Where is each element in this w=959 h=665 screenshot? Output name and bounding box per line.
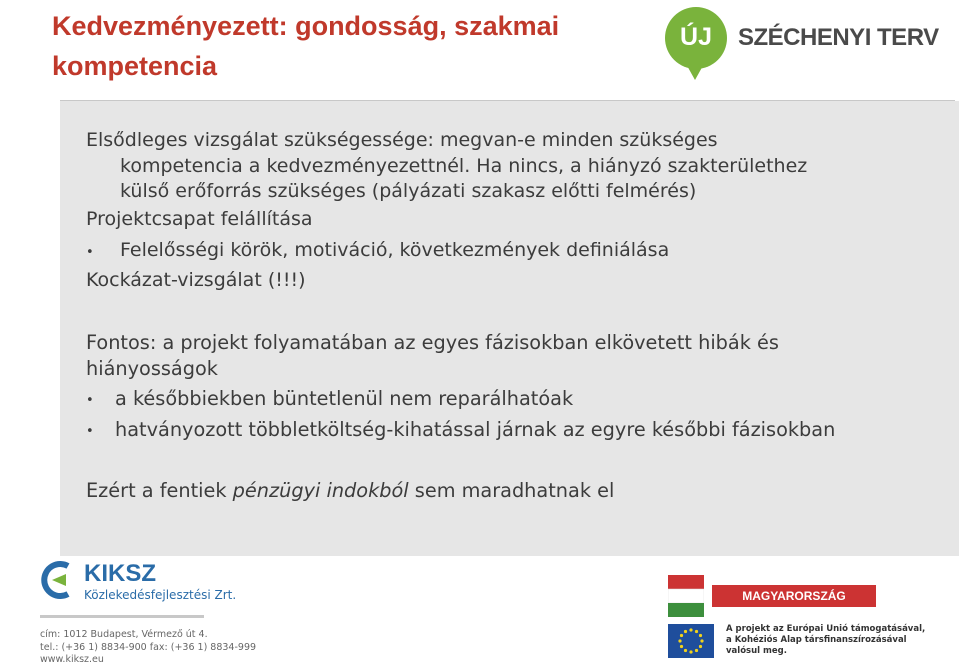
bullet-icon: • [86, 245, 94, 260]
p5-text [86, 479, 614, 502]
uj-badge-text: ÚJ [680, 23, 712, 51]
badge-pointer-icon [685, 62, 705, 80]
slide-title-line2: kompetencia [52, 51, 218, 81]
szechenyi-terv-text: SZÉCHENYI TERV [738, 24, 939, 51]
kiksz-subtitle: Közlekedésfejlesztési Zrt. [84, 588, 237, 602]
slide-title [52, 6, 612, 86]
bullet-icon: • [86, 424, 94, 439]
p4-bullet1: a későbbiekben büntetlenül nem reparálhatóak [115, 387, 574, 410]
uj-badge-icon [665, 7, 727, 69]
szechenyi-terv-logo [662, 2, 952, 84]
p4-line2: hiányosságok [86, 357, 218, 380]
eu-line2: a Kohéziós Alap társfinanszírozásával [726, 635, 907, 645]
p5-suffix: sem maradhatnak el [408, 479, 615, 502]
p1-line1: Elsődleges vizsgálat szükségessége: megvan-e minden szükséges [86, 129, 718, 151]
eu-flag-icon [668, 624, 714, 658]
p5-prefix: Ezért a fentiek [86, 479, 233, 502]
address-bar [40, 615, 204, 618]
p1-line3: külső erőforrás szükséges (pályázati szakasz előtti felmérés) [120, 180, 697, 202]
p1-line2: kompetencia a kedvezményezettnél. Ha nincs, a hiányzó szakterülethez [120, 155, 808, 177]
eu-line1: A projekt az Európai Unió támogatásával, [726, 624, 926, 634]
p2-bullet1: Felelősségi körök, motiváció, következmények definiálása [120, 239, 670, 261]
eu-funding-text [726, 624, 925, 657]
slide-title-line1: Kedvezményezett: gondosság, szakmai [52, 11, 560, 41]
mm-banner-text: MAGYARORSZÁG MEGÚJUL [712, 585, 876, 607]
kiksz-footer [38, 558, 258, 665]
eu-line3: valósul meg. [726, 646, 787, 656]
kiksz-name: KIKSZ [84, 560, 156, 587]
magyarorszag-megujul-logo [668, 575, 878, 625]
p5-italic: pénzügyi indokból [232, 479, 409, 502]
p3-text: Kockázat-vizsgálat (!!!) [86, 269, 306, 291]
hungarian-flag-icon [668, 575, 704, 617]
kiksz-address: cím: 1012 Budapest, Vérmező út 4. [40, 629, 208, 640]
p4-line1: Fontos: a projekt folyamatában az egyes fázisokban elkövetett hibák és [86, 331, 779, 354]
p4-bullet2: hatványozott többletköltség-kihatással járnak az egyre későbbi fázisokban [115, 418, 836, 441]
kiksz-logo-icon [40, 560, 80, 600]
kiksz-phone: tel.: (+36 1) 8834-900 fax: (+36 1) 8834-999 [40, 642, 257, 653]
content-area [60, 101, 959, 556]
kiksz-web: www.kiksz.eu [40, 654, 104, 665]
p2-text: Projektcsapat felállítása [86, 208, 313, 230]
bullet-icon: • [86, 393, 94, 408]
